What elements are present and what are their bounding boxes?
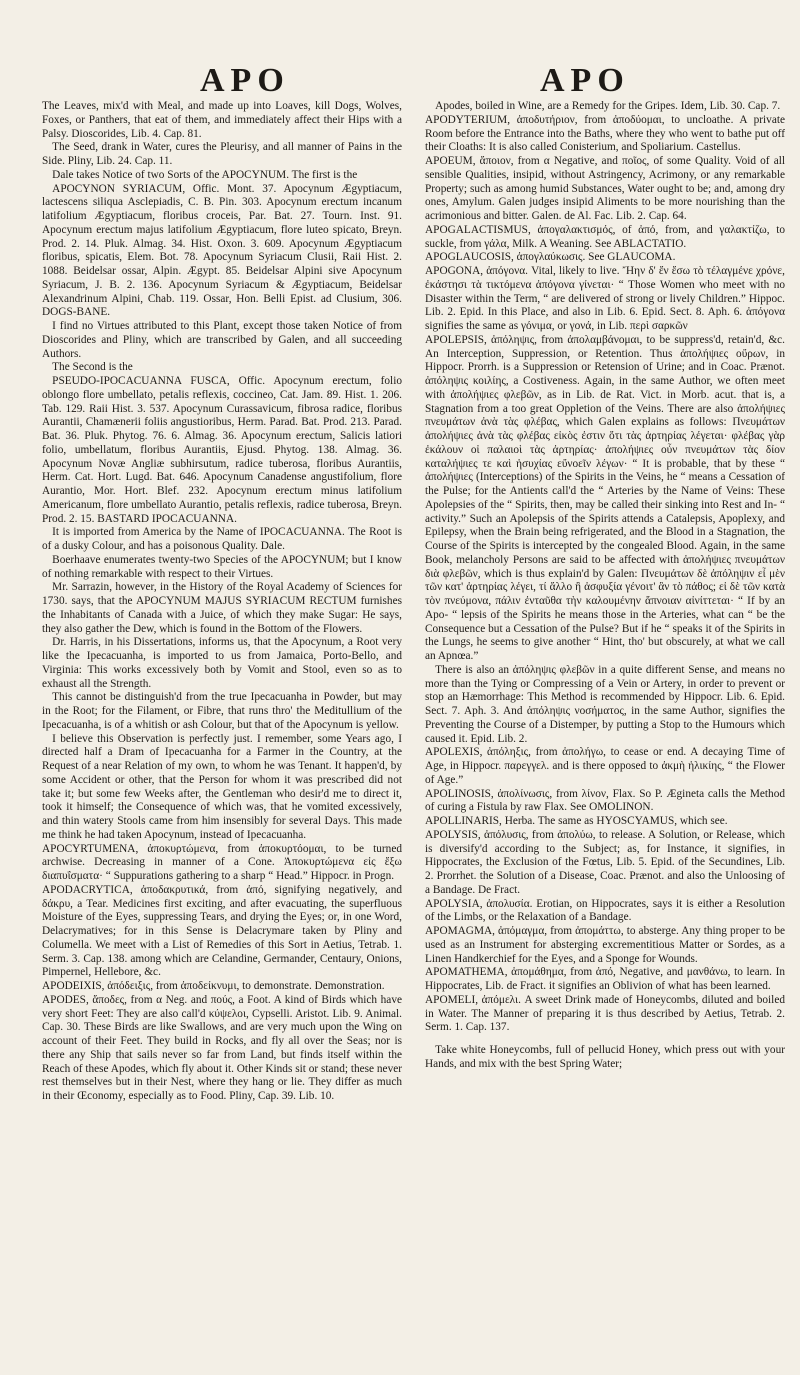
paragraph: The Leaves, mix'd with Meal, and made up into Loaves, kill Dogs, Wolves, Foxes, or Panthers, that eat of them, and immediately affect their Hips with a Palsy. Dioscorides, Lib. 4. Cap. 81. <box>42 100 402 140</box>
paragraph: The Second is the <box>52 361 133 374</box>
paragraph: It is imported from America by the Name of IPOCACUANNA. The Root is of a dusky Colour, and has a poisonous Quality. Dale. <box>42 526 402 552</box>
paragraph: There is also an ἀπόληψις φλεβῶν in a quite different Sense, and means no more than the Tying or Compressing of a Vein or Artery, in order to prevent or stop an Hæmorrhage: This Method is recommended by Hippocr. Lib. 6. Epid. Sect. 7. Aph. 3. And ἀπόληψις νοσήματος, in the same Author, signifies the Preventing the Course of a Distemper, by putting a Stop to the Humours which caused it. Epid. Lib. 2. <box>425 663 785 745</box>
entry-apogalactismus: APOGALACTISMUS, ἀπογαλακτισμός, of ἀπό, from, and γαλακτίζω, to suckle, from γάλα, Milk. A Weaning. See ABLACTATIO. <box>425 223 785 250</box>
paragraph: Apodes, boiled in Wine, are a Remedy for the Gripes. Idem, Lib. 30. Cap. 7. <box>435 100 781 112</box>
entry-apolinosis: APOLINOSIS, ἀπολίνωσις, from λίνον, Flax. So P. Ægineta calls the Method of curing a Fistula by raw Flax. See OMOLINON. <box>425 787 785 814</box>
paragraph: I believe this Observation is perfectly just. I remember, some Years ago, I directed half a Dram of Ipecacuanha for a Farmer in the Country, at the Request of a near Relation of my own, to whom he was Tenant. It happen'd, by some Accident or other, that the Person for whom it was prescribed did not take it; but some few Weeks after, the Gentleman who desir'd me to direct it, took it himself; the Consequence of which was, that he vomited excessively, and thin watery Stools came from him insensibly for several Days. This made me think he had taken Apocynum, instead of Ipecacuanha. <box>42 732 402 841</box>
entry-apodeixis: APODEIXIS, ἀπόδειξις, from ἀποδείκνυμι, to demonstrate. Demonstration. <box>42 980 385 992</box>
recipe-paragraph: Take white Honeycombs, full of pellucid Honey, which press out with your Hands, and mix with the best Spring Water; <box>425 1044 785 1070</box>
entry-apodacrytica: APODACRYTICA, ἀποδακρυτικά, from ἀπό, signifying negatively, and δάκρυ, a Tear. Medicines first exciting, and after evacuating, the superfluous Moisture of the Eyes, suppressing Tears, and drying the Eyes; or, in one Word, Delacrymatives; for in this Sense is Delacrymare taken by Pliny and Columella. We meet with a List of Remedies of this Sort in Aetius, Tetrab. 1. Serm. 3. Cap. 138. among which are Celandine, Germander, Centaury, Onions, Pimpernel, Hellebore, &c. <box>42 883 402 979</box>
left-column <box>42 100 402 1104</box>
paragraph: This cannot be distinguish'd from the true Ipecacuanha in Powder, but may in the Root; for the Filament, or Fibre, that runs thro' the Meditullium of the Ipecacuanha, is of a whitish or ash Colour, but that of the Apocynum is yellow. <box>42 691 402 731</box>
entry-apolexis: APOLEXIS, ἀπόληξις, from ἀπολήγω, to cease or end. A decaying Time of Age, in Hippocr. παρεγγελ. and is there opposed to ἀκμὴ ἡλικίης, “ the Flower of Age.” <box>425 746 785 786</box>
paragraph: The Seed, drank in Water, cures the Pleurisy, and all manner of Pains in the Side. Pliny, Lib. 24. Cap. 11. <box>42 141 402 167</box>
entry-apocyrtumena: APOCYRTUMENA, ἀποκυρτώμενα, from ἀποκυρτόομαι, to be turned archwise. Decreasing in manner of a Cone. Ἀποκυρτώμενα εἰς ἔξω διαπυΐσματα· “ Suppurations gathering to a sharp “ Head.” Hippocr. in Progn. <box>42 842 402 882</box>
entry-apomeli: APOMELI, ἀπόμελι. A sweet Drink made of Honeycombs, diluted and boiled in Water. The Manner of preparing it is thus described by Aetius, Tetrab. 2. Serm. 1. Cap. 137. <box>425 993 785 1034</box>
entry-apodes: APODES, ἄποδες, from α Neg. and πούς, a Foot. A kind of Birds which have very short Feet: They are also call'd κύψελοι, Cypselli. Aristot. Lib. 9. Animal. Cap. 30. These Birds are like Swallows, and are very much upon the Wing on account of their Feet. They build in Rocks, and fly all over the Seas; nor is there any Ship that sails never so far from Land, but finds itself within the Reach of these Apodes, which fly about it. Other Kinds sit or stand; these never rest themselves but in their Nest, where they hang or lie. They differ as much in their Œconomy, especially as to Food. Pliny, Cap. 39. Lib. 10. <box>42 993 402 1102</box>
paragraph: I find no Virtues attributed to this Plant, except those taken Notice of from Dioscorides and Pliny, which are transcribed by Galen, and all succeeding Authors. <box>42 320 402 360</box>
entry-apoglaucosis: APOGLAUCOSIS, ἀπογλαύκωσις. See GLAUCOMA. <box>425 251 676 264</box>
paragraph: Dr. Harris, in his Dissertations, informs us, that the Apocynum, a Root very like the Ipecacuanha, is imported to us from Jamaica, Porto-Bello, and Virginia: This works excessively both by Vomit and Stool, even so as to exhaust all the Strength. <box>42 636 402 690</box>
entry-apolysia: APOLYSIA, ἀπολυσία. Erotian, on Hippocrates, says it is either a Resolution of the Limbs, or the Relaxation of a Bandage. <box>425 897 785 924</box>
entry-apollinaris: APOLLINARIS, Herba. The same as HYOSCYAMUS, which see. <box>425 815 728 827</box>
entry-apomagma: APOMAGMA, ἀπόμαγμα, from ἀπομάττω, to absterge. Any thing proper to be used as an Instrument for absterging excrementitious Matter or Sordes, as a Linen Handkerchief for the Eyes, and a Sponge for Wounds. <box>425 925 785 965</box>
entry-apogona: APOGONA, ἀπόγονα. Vital, likely to live. Ἤην δ' ἔν ἔσω τὸ τέλαγμένε χρόνε, ἐκάστησι τὰ τικτόμενα ἀπόγονα γίνεται· “ Those Women who meet with no Disaster within the Term, “ are delivered of strong or lively Children.” Hippoc. Lib. 2. Epid. In this Place, and also in Lib. 6. Epid. Sect. 8. Aph. 6. ἀπόγονα signifies the same as γόνιμα, or γονά, in Lib. περὶ σαρκῶν <box>425 265 785 332</box>
paragraph: Dale takes Notice of two Sorts of the APOCYNUM. The first is the <box>52 168 358 181</box>
paragraph: Boerhaave enumerates twenty-two Species of the APOCYNUM; but I know of nothing remarkable with respect to their Virtues. <box>42 553 402 580</box>
entry-apodyterium: APODYTERIUM, ἀποδυτήριον, from ἀποδύομαι, to uncloathe. A private Room before the Entrance into the Baths, where they who went to bathe put off their Cloaths: It is also called Conisterium, and Spoliarium. Castellus. <box>425 113 785 154</box>
entry-apoeum: APOEUM, ἄποιον, from α Negative, and ποῖος, of some Quality. Void of all sensible Qualities, insipid, without Astringency, Acrimony, or any remarkable Property; such as among humid Substances, Water ought to be; and, among dry ones, Amylum. Galen judges insipid Aliments to be more nourishing than the acrimonious and bitter. Galen. de Al. Fac. Lib. 2. Cap. 64. <box>425 155 785 222</box>
paragraph: Mr. Sarrazin, however, in the History of the Royal Academy of Sciences for 1730. says, that the APOCYNUM MAJUS SYRIACUM RECTUM furnishes the Inhabitants of Canada with a Juice, of which they make Sugar: He says, they also gather the Dew, which is found in the Bottom of the Flowers. <box>42 581 402 635</box>
entry-apolysis: APOLYSIS, ἀπόλυσις, from ἀπολύω, to release. A Solution, or Release, which is diversify'd according to the Subject; as, for Instance, it signifies, in Hippocrates, the Exclusion of the Fœtus, Lib. 5. Epid. of the Secundines, Lib. 2. Prorrhet. the Solution of a Disease, Coac. Prænot. and also the Unloosing of a Bandage. De Fract. <box>425 828 785 896</box>
right-column <box>425 100 785 1072</box>
running-head-right: APO <box>540 62 630 99</box>
running-head-left: APO <box>200 62 290 99</box>
entry-apolepsis: APOLEPSIS, ἀπόληψις, from ἀπολαμβάνομαι, to be suppress'd, retain'd, &c. An Interception, Suppression, or Retention. Thus ἀπολήψιες οὔρων, in Hippocr. Prorrh. is a Suppression or Retension of Urine; and in Coac. Prænot. ἀπόληψις κοιλίης, a Costiveness. Again, in the same Author, we often meet with ἀπολήψιες φλεβῶν, as in Lib. de Rat. Vict. in Morb. acut. that is, a Stagnation from a too great Oppletion of the Veins. There are also ἀπολήψιες πνευμάτων ἀνὰ τὰς φλέβας, which Galen explains as follows: Πνευμάτων ἀπολήψιες ἀνὰ τὰς φλέβας εἰκὸς ἐστιν ὅτι τὰς ἀρτηρίας λέγεται· φλέβας γὰρ ἐκάλουν οἱ παλαιοὶ τὰς ἀρτηρίας· ἀπολήψιες οὖν πνευμάτων τὰς δίον καταλήψιες τε καὶ ἡσυχίας εὔνοεῖν λέγων· “ It is probable, that by these “ ἀπολήψιες (Interceptions) of the Spirits in the Veins, he “ means a Cessation of the Pulse; for the Antients call'd the “ Arteries by the Name of Veins: These Apolepsies of the “ Spirits, then, may be called their sinking into Rest and In- “ activity.” Such an Apolepsis of the Spirits attends a Catalepsis, Apoplexy, and Epilepsy, when the Brain being refrigerated, and the Blood in a Stagnation, the Course of the Spirits is intercepted by the congealed Blood. Again, in the same Book, melancholy Persons are said to be affected with ἀπολήψιες πνευμάτων διὰ φλεβῶν, which is thus explain'd by Galen: Πνευμάτων δὲ ἀπόληψιν εἶ μὲν τῶν κατ' ἀρτηρίας λέγει, τί ἄλλο ἢ ἀσφυξία γένοιτ' ἂν τὸ πάθος; εἰ δὲ τῶν κατὰ τὸν πνεύμονα, πάλιν ἐνταῦθα τὴν καλουμένην ἄπνοιαν αἰνίττεται· “ If by an Apo- “ lepsis of the Spirits he means those in the Arteries, what can “ be the Consequence but a Cessation of the Pulse? But if he “ speaks it of the Spirits in the Lungs, he seems to give another “ Hint, tho' but obscurely, at what we call an Apnœa.” <box>425 333 785 662</box>
entry-apomathema: APOMATHEMA, ἀπομάθημα, from ἀπό, Negative, and μανθάνω, to learn. In Hippocrates, Lib. de Fract. it signifies an Oblivion of what has been learned. <box>425 966 785 992</box>
entry-pseudo-ipocacuanna: PSEUDO-IPOCACUANNA FUSCA, Offic. Apocynum erectum, folio oblongo flore umbellato, petalis reflexis, coccineo, Cat. Jam. 89. Hist. 1. 206. Tab. 129. Raii Hist. 3. 537. Apocynum Curassavicum, fibrosa radice, floribus Aurantii, Chamænerii foliis angustioribus, Herm. Parad. Bat. Prod. 213. Parad. Bat. 36. Pluk. Phytog. 76. 6. Almag. 36. Apocynum erectum, Salicis latiori folio, umbellatum, floribus Aurantiis, Ejusd. Phytog. 138. Almag. 36. Apocynum Novæ Angliæ subhirsutum, radice tuberosa, floribus Aurantiis, Herm. Cat. Hort. Lugd. Bat. 646. Apocynum Canadense angustifolium, flore Aurantio, Mor. Hort. Blef. 232. Apocynum erectum minus latifolium Americanum, flore umbellato Aurantio, petalis reflexis, radice tuberosa, Breyn. Prod. 2. 15. BASTARD IPOCACUANNA. <box>42 375 402 525</box>
entry-apocynon-syriacum: APOCYNON SYRIACUM, Offic. Mont. 37. Apocynum Ægyptiacum, lactescens siliqua Asclepiadis, C. B. Pin. 303. Apocynum erectum incanum latifolium Ægyptiacum, floribus croceis, Par. Bat. 27. Tourn. Inst. 91. Apocynum erectum majus latifolium Ægyptiacum, flore luteo spicato, Breyn. Prod. 2. 14. Pluk. Almag. 34. Hist. Oxon. 3. 609. Apocynum Ægyptiacum floribus, spicatis, Elem. Bot. 78. Apocynum Syriacum Clusii, Raii Hist. 2. 1088. Beidelsar ossar, Alpin. Ægypt. 85. Beidelsar Alpini sive Apocynum Syriacum, J. B. 2. 136. Apocynum Syriacum & Ægyptiacum, Beidelsar Alexandrinum Alpini, Chab. 119. Ossar, Hon. Belli Epist. ad Clusium, 306. DOGS-BANE. <box>42 182 402 319</box>
